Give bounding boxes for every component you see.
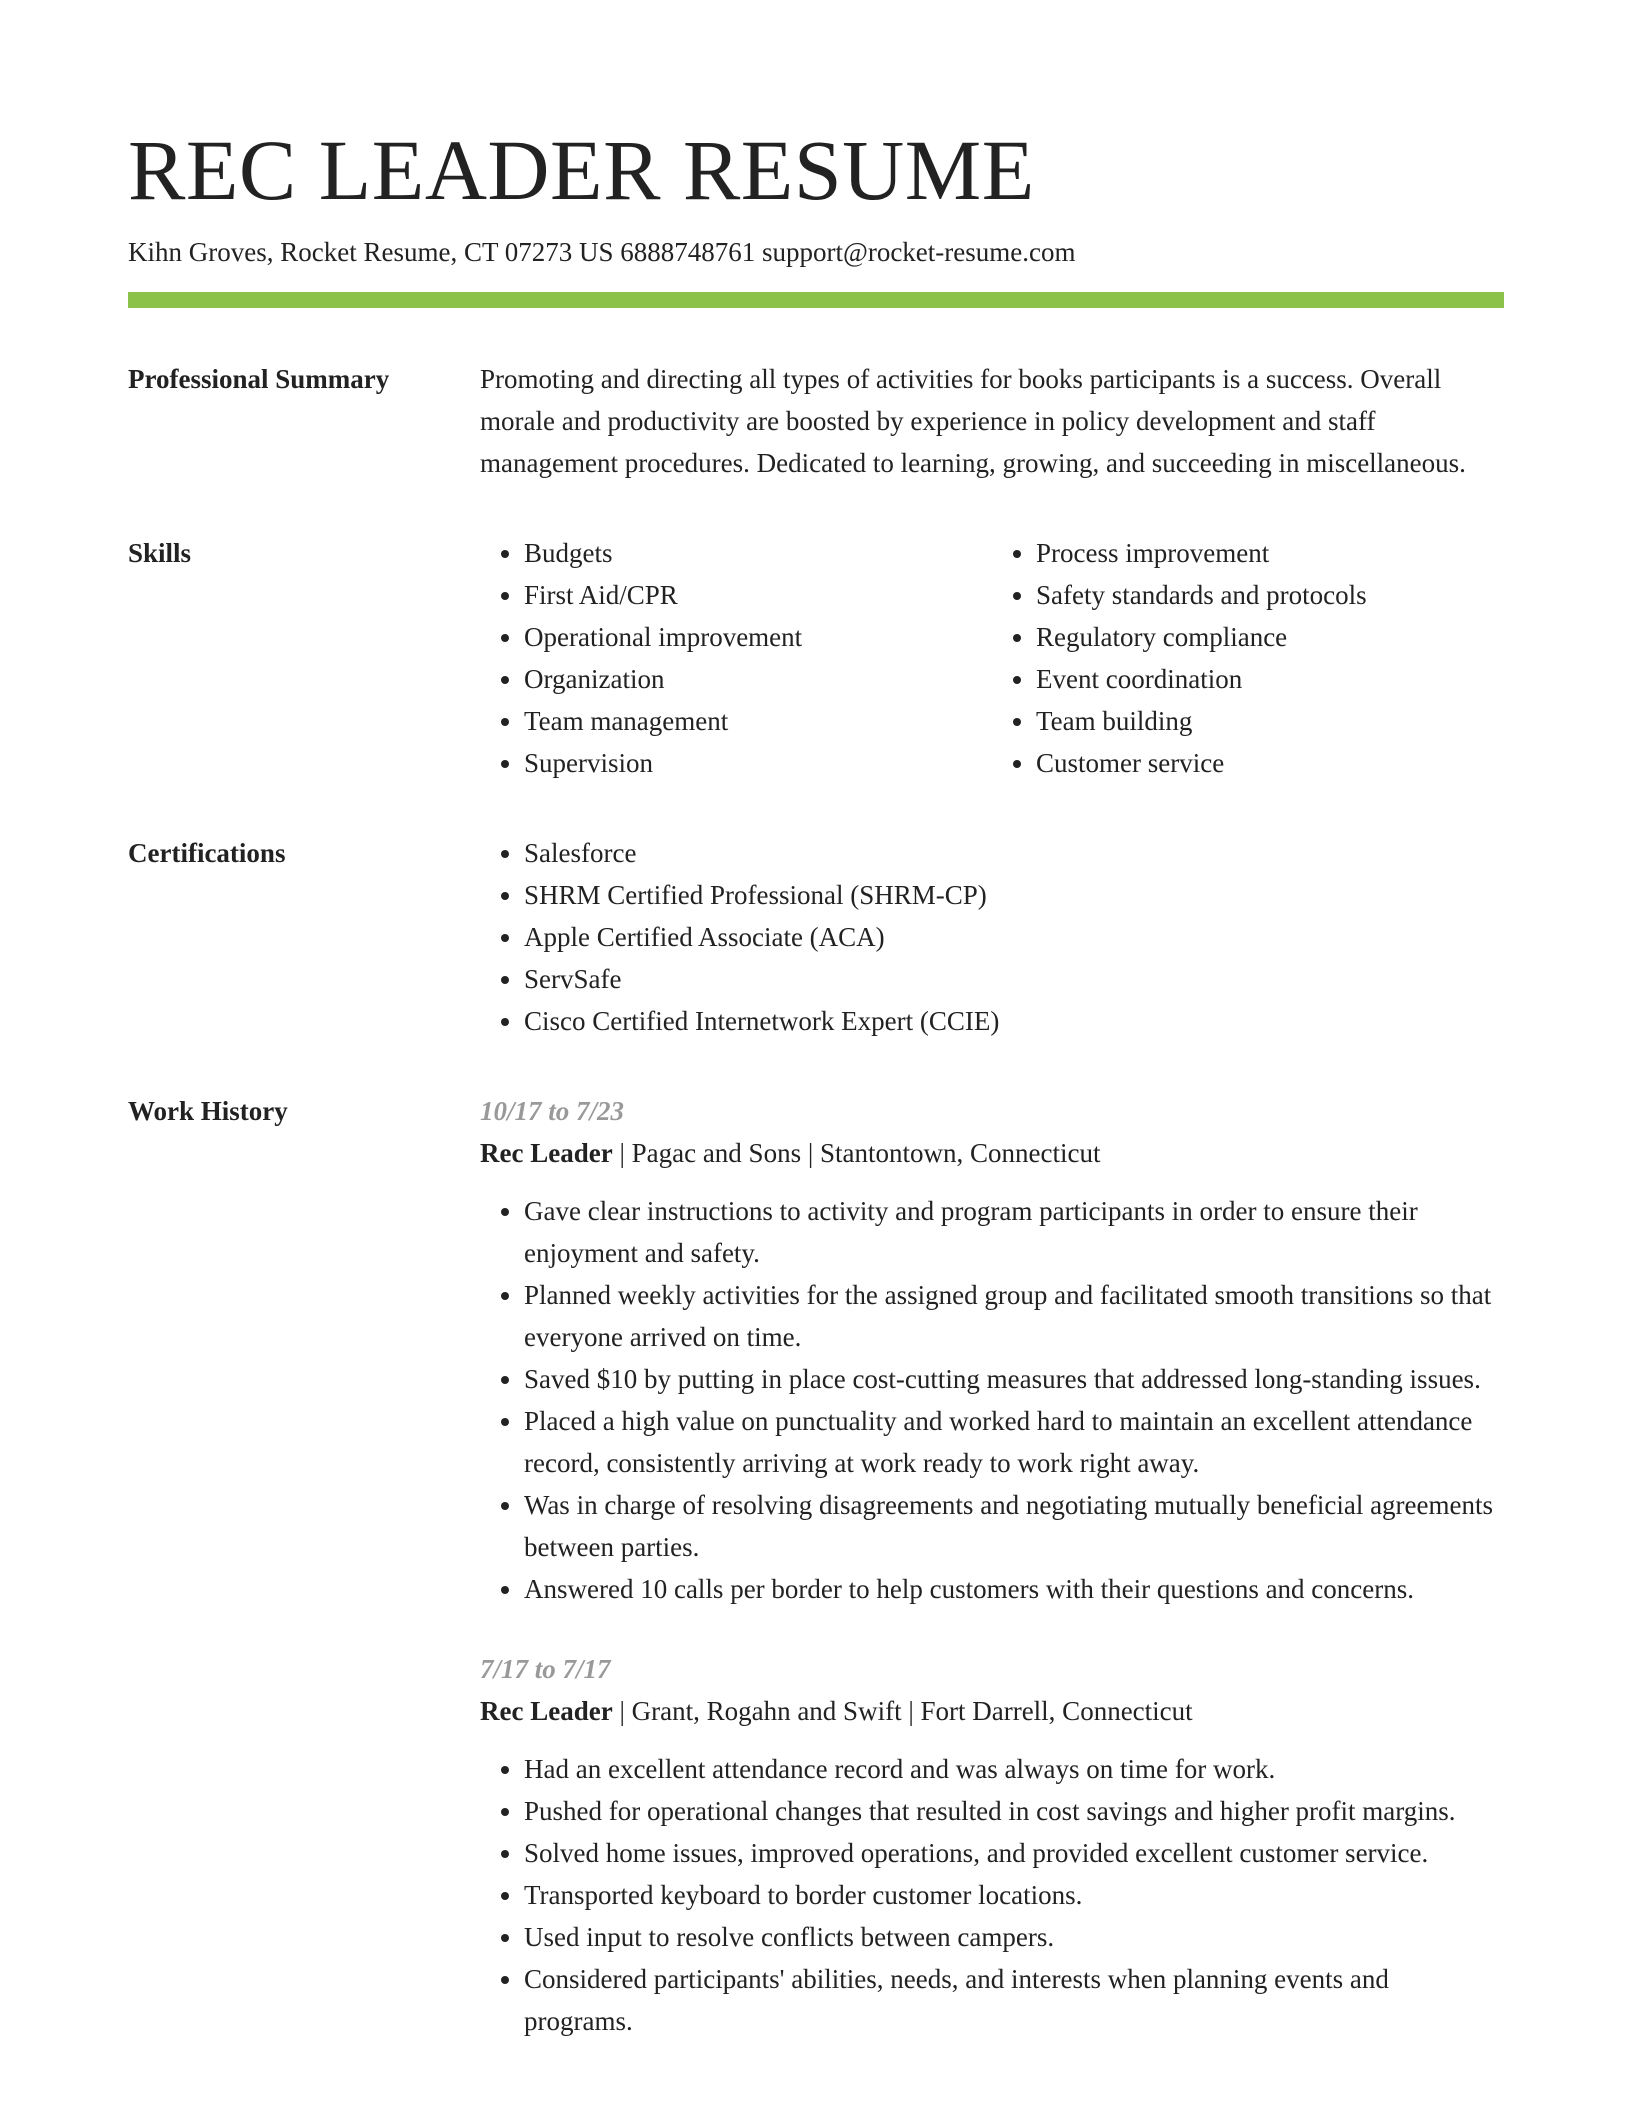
job-title: Rec Leader [480, 1138, 613, 1168]
skill-item: • Team management [524, 700, 992, 742]
work-history-section [128, 1090, 1504, 2080]
contact-line: Kihn Groves, Rocket Resume, CT 07273 US 6888748761 support@rocket-resume.com [128, 237, 1076, 267]
job-bullet: • Considered participants' abilities, needs, and interests when planning events and programs. [524, 1958, 1504, 2042]
job-bullet: • Had an excellent attendance record and was always on time for work. [524, 1748, 1504, 1790]
job-bullets [480, 1190, 1504, 1610]
skill-item: • Event coordination [1036, 658, 1504, 700]
job-bullet: • Solved home issues, improved operations, and provided excellent customer service. [524, 1832, 1504, 1874]
skill-item: • Team building [1036, 700, 1504, 742]
header-divider [128, 292, 1504, 308]
job-bullet: • Placed a high value on punctuality and worked hard to maintain an excellent attendance record, consistently arriving at work ready to work right away. [524, 1400, 1504, 1484]
skills-list-left [480, 532, 992, 784]
certifications-section [128, 832, 1504, 1042]
job-title: Rec Leader [480, 1696, 613, 1726]
skills-section [128, 532, 1504, 784]
job-bullet: • Saved $10 by putting in place cost-cutting measures that addressed long-standing issues. [524, 1358, 1504, 1400]
job-bullet: • Was in charge of resolving disagreements and negotiating mutually beneficial agreements between parties. [524, 1484, 1504, 1568]
job-dates: 7/17 to 7/17 [480, 1654, 611, 1684]
job-entry [480, 1648, 1504, 2042]
skill-item: • Supervision [524, 742, 992, 784]
job-bullet: • Planned weekly activities for the assigned group and facilitated smooth transitions so that everyone arrived on time. [524, 1274, 1504, 1358]
job-dates: 10/17 to 7/23 [480, 1096, 625, 1126]
certification-item: • Cisco Certified Internetwork Expert (CCIE) [524, 1000, 1504, 1042]
summary-text: Promoting and directing all types of activities for books participants is a success. Overall morale and productivity are boosted by experience in policy development and staff management procedures. Dedicated to learning, growing, and succeeding in miscellaneous. [480, 364, 1466, 478]
job-bullet: • Pushed for operational changes that resulted in cost savings and higher profit margins. [524, 1790, 1504, 1832]
job-title-line [480, 1690, 1504, 1732]
job-details: | Pagac and Sons | Stantontown, Connecticut [612, 1138, 1101, 1168]
summary-section [128, 358, 1504, 484]
job-title-line [480, 1132, 1504, 1174]
skills-list-right [992, 532, 1504, 784]
job-bullet: • Gave clear instructions to activity and program participants in order to ensure their enjoyment and safety. [524, 1190, 1504, 1274]
skill-item: • Process improvement [1036, 532, 1504, 574]
certification-item: • SHRM Certified Professional (SHRM-CP) [524, 874, 1504, 916]
skill-item: • Operational improvement [524, 616, 992, 658]
job-details: | Grant, Rogahn and Swift | Fort Darrell, Connecticut [612, 1696, 1193, 1726]
section-label-certifications: Certifications [128, 838, 286, 868]
certifications-list [480, 832, 1504, 1042]
job-bullets [480, 1748, 1504, 2042]
skill-item: • Budgets [524, 532, 992, 574]
certification-item: • Apple Certified Associate (ACA) [524, 916, 1504, 958]
skill-item: • Regulatory compliance [1036, 616, 1504, 658]
job-bullet: • Answered 10 calls per border to help customers with their questions and concerns. [524, 1568, 1504, 1610]
skill-item: • Safety standards and protocols [1036, 574, 1504, 616]
certification-item: • ServSafe [524, 958, 1504, 1000]
section-label-summary: Professional Summary [128, 364, 390, 394]
skill-item: • Organization [524, 658, 992, 700]
skill-item: • Customer service [1036, 742, 1504, 784]
section-label-skills: Skills [128, 538, 192, 568]
job-bullet: • Transported keyboard to border customer locations. [524, 1874, 1504, 1916]
job-entry [480, 1090, 1504, 1610]
section-label-work-history: Work History [128, 1096, 288, 1126]
certification-item: • Salesforce [524, 832, 1504, 874]
job-bullet: • Used input to resolve conflicts between campers. [524, 1916, 1504, 1958]
resume-title: REC LEADER RESUME [128, 122, 1035, 218]
skill-item: • First Aid/CPR [524, 574, 992, 616]
